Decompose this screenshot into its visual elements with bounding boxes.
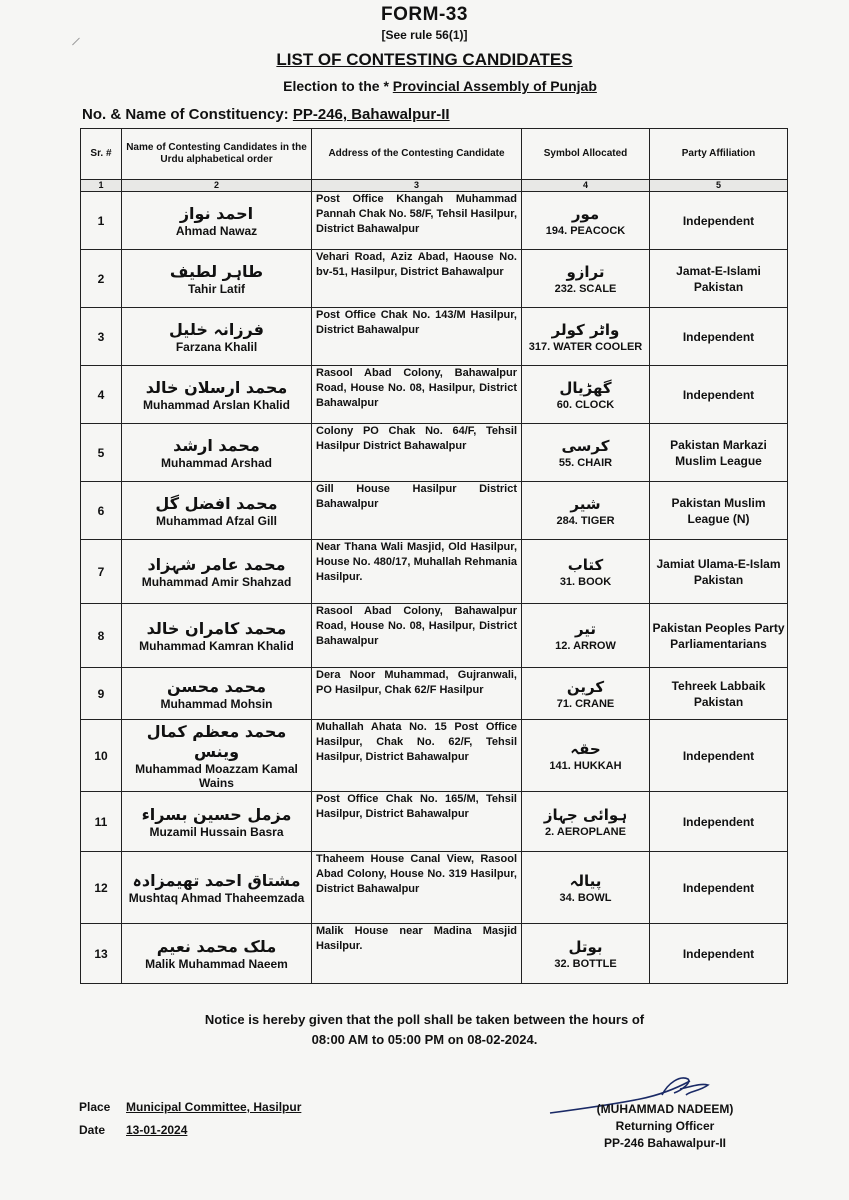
election-body: Provincial Assembly of Punjab: [392, 78, 597, 94]
candidate-name: Muhammad Moazzam Kamal Wains: [135, 761, 298, 790]
symbol-name: 60. CLOCK: [556, 398, 615, 411]
candidate-name-cell: [122, 668, 312, 720]
table-row: [81, 792, 788, 852]
symbol-urdu: کرین: [566, 677, 605, 696]
page-title: LIST OF CONTESTING CANDIDATES: [276, 50, 573, 69]
symbol-name: 34. BOWL: [559, 891, 612, 904]
symbol-cell: [522, 192, 650, 250]
candidate-address: Post Office Chak No. 165/M, Tehsil Hasilpur, District Bahawalpur: [312, 792, 522, 852]
place-label: Place: [79, 1100, 111, 1114]
candidate-name-urdu: محمد عامر شہزاد: [147, 554, 286, 574]
serial-number: 5: [81, 424, 122, 482]
party-affiliation: Jamat-E-Islami Pakistan: [650, 250, 788, 308]
symbol-cell: [522, 482, 650, 540]
candidate-name-urdu: مشتاق احمد تھیمزادہ: [132, 870, 301, 890]
constituency-value: PP-246, Bahawalpur-II: [292, 106, 450, 123]
symbol-urdu: ہوائی جہاز: [543, 805, 628, 824]
candidate-name-urdu: محمد ارشد: [173, 435, 260, 455]
table-row: [81, 924, 788, 984]
symbol-cell: [522, 308, 650, 366]
table-row: [81, 366, 788, 424]
column-index: 1: [81, 180, 122, 192]
table-row: [81, 540, 788, 604]
symbol-urdu: کتاب: [567, 555, 604, 574]
candidate-name-cell: [122, 540, 312, 604]
symbol-name: 2. AEROPLANE: [545, 825, 626, 838]
constituency-label: No. & Name of Constituency:: [82, 106, 289, 123]
candidate-address: Rasool Abad Colony, Bahawalpur Road, House No. 08, Hasilpur, District Bahawalpur: [312, 366, 522, 424]
party-affiliation: Tehreek Labbaik Pakistan: [650, 668, 788, 720]
table-row: [81, 424, 788, 482]
symbol-cell: [522, 604, 650, 668]
notice-line-2: 08:00 AM to 05:00 PM on 08-02-2024.: [311, 1032, 538, 1047]
symbol-urdu: شیر: [570, 494, 601, 513]
column-index: 4: [522, 180, 650, 192]
candidate-address: Muhallah Ahata No. 15 Post Office Hasilpur, Chak No. 62/F, Tehsil Hasilpur, District Bahawalpur: [312, 720, 522, 792]
candidate-name: Malik Muhammad Naeem: [145, 956, 288, 971]
candidate-address: Gill House Hasilpur District Bahawalpur: [312, 482, 522, 540]
candidate-address: Colony PO Chak No. 64/F, Tehsil Hasilpur District Bahawalpur: [312, 424, 522, 482]
candidate-name: Tahir Latif: [187, 281, 246, 296]
candidate-name: Muhammad Arshad: [161, 455, 272, 470]
serial-number: 4: [81, 366, 122, 424]
symbol-urdu: کرسی: [561, 436, 610, 455]
candidate-name-cell: [122, 604, 312, 668]
symbol-name: 55. CHAIR: [558, 456, 613, 469]
candidate-name: Muhammad Arslan Khalid: [143, 397, 290, 412]
serial-number: 9: [81, 668, 122, 720]
candidate-name-cell: [122, 366, 312, 424]
candidate-name-cell: [122, 250, 312, 308]
candidate-address: Rasool Abad Colony, Bahawalpur Road, House No. 08, Hasilpur, District Bahawalpur: [312, 604, 522, 668]
party-affiliation: Independent: [650, 720, 788, 792]
symbol-urdu: پیالہ: [569, 871, 602, 890]
column-header-name: Name of Contesting Candidates in the Urdu alphabetical order: [122, 129, 312, 180]
candidate-address: Vehari Road, Aziz Abad, Haouse No. bv-51, Hasilpur, District Bahawalpur: [312, 250, 522, 308]
symbol-name: 194. PEACOCK: [545, 224, 626, 237]
candidate-name-cell: [122, 192, 312, 250]
serial-number: 13: [81, 924, 122, 984]
candidate-name-urdu: محمد افضل گل: [155, 493, 278, 513]
symbol-urdu: واٹر کولر: [551, 320, 620, 339]
candidate-name-cell: [122, 852, 312, 924]
place-value: Municipal Committee, Hasilpur: [126, 1100, 302, 1114]
candidate-address: Post Office Khangah Muhammad Pannah Chak No. 58/F, Tehsil Hasilpur, District Bahawalpur: [312, 192, 522, 250]
party-affiliation: Independent: [650, 924, 788, 984]
election-line: [60, 78, 820, 94]
candidate-address: Malik House near Madina Masjid Hasilpur.: [312, 924, 522, 984]
officer-name: (MUHAMMAD NADEEM): [596, 1102, 734, 1116]
table-row: [81, 192, 788, 250]
candidate-name-urdu: مزمل حسین بسراء: [141, 804, 292, 824]
serial-number: 6: [81, 482, 122, 540]
candidate-name-cell: [122, 720, 312, 792]
candidate-address: Dera Noor Muhammad, Gujranwali, PO Hasilpur, Chak 62/F Hasilpur: [312, 668, 522, 720]
candidate-name-urdu: طاہر لطیف: [169, 261, 264, 281]
poll-notice: [0, 1010, 849, 1050]
party-affiliation: Pakistan Markazi Muslim League: [650, 424, 788, 482]
rule-reference: [See rule 56(1)]: [381, 28, 468, 42]
candidate-name-cell: [122, 792, 312, 852]
candidate-address: Near Thana Wali Masjid, Old Hasilpur, House No. 480/17, Muhallah Rehmania Hasilpur.: [312, 540, 522, 604]
table-row: [81, 308, 788, 366]
symbol-cell: [522, 250, 650, 308]
candidate-name: Muhammad Kamran Khalid: [139, 638, 294, 653]
candidate-name-urdu: محمد محسن: [166, 676, 267, 696]
candidate-name: Muhammad Amir Shahzad: [141, 574, 292, 589]
column-header-party: Party Affiliation: [650, 129, 788, 180]
officer-sign-block: [580, 1101, 750, 1152]
candidate-name-cell: [122, 308, 312, 366]
symbol-cell: [522, 720, 650, 792]
symbol-cell: [522, 852, 650, 924]
candidate-name-urdu: محمد معظم کمال وینس: [146, 721, 287, 761]
table-row: [81, 604, 788, 668]
candidate-name: Muzamil Hussain Basra: [149, 824, 284, 839]
table-row: [81, 720, 788, 792]
symbol-cell: [522, 424, 650, 482]
candidate-name-urdu: فرزانہ خلیل: [169, 319, 264, 339]
symbol-name: 317. WATER COOLER: [528, 340, 643, 353]
candidate-name-cell: [122, 924, 312, 984]
table-row: [81, 852, 788, 924]
candidate-name-urdu: احمد نواز: [179, 203, 254, 223]
party-affiliation: Pakistan Muslim League (N): [650, 482, 788, 540]
party-affiliation: Independent: [650, 308, 788, 366]
party-affiliation: Pakistan Peoples Party Parliamentarians: [650, 604, 788, 668]
election-prefix: Election to the: [283, 78, 380, 94]
date-value: 13-01-2024: [126, 1123, 188, 1137]
officer-constituency: PP-246 Bahawalpur-II: [603, 1136, 727, 1150]
symbol-cell: [522, 668, 650, 720]
constituency-line: [82, 106, 450, 123]
candidate-name: Muhammad Mohsin: [160, 696, 273, 711]
table-header-row: [81, 129, 788, 180]
column-index: 3: [312, 180, 522, 192]
party-affiliation: Jamiat Ulama-E-Islam Pakistan: [650, 540, 788, 604]
symbol-cell: [522, 540, 650, 604]
notice-line-1: Notice is hereby given that the poll shall be taken between the hours of: [204, 1012, 645, 1027]
election-marker: *: [383, 78, 389, 94]
symbol-cell: [522, 924, 650, 984]
date-label: Date: [79, 1123, 106, 1137]
serial-number: 11: [81, 792, 122, 852]
serial-number: 8: [81, 604, 122, 668]
serial-number: 1: [81, 192, 122, 250]
serial-number: 10: [81, 720, 122, 792]
candidate-name-cell: [122, 424, 312, 482]
symbol-name: 284. TIGER: [556, 514, 615, 527]
symbol-urdu: تیر: [574, 619, 597, 638]
symbol-cell: [522, 792, 650, 852]
column-header-sr: Sr. #: [81, 129, 122, 180]
serial-number: 3: [81, 308, 122, 366]
symbol-urdu: گھڑیال: [559, 378, 612, 397]
symbol-name: 31. BOOK: [559, 575, 612, 588]
symbol-name: 232. SCALE: [554, 282, 617, 295]
column-header-symbol: Symbol Allocated: [522, 129, 650, 180]
candidates-table-body: [81, 192, 788, 984]
symbol-name: 141. HUKKAH: [549, 759, 622, 772]
symbol-name: 32. BOTTLE: [554, 957, 617, 970]
candidate-name-urdu: ملک محمد نعیم: [156, 936, 277, 956]
candidates-table: [80, 128, 788, 984]
candidate-name: Ahmad Nawaz: [175, 223, 258, 238]
serial-number: 7: [81, 540, 122, 604]
party-affiliation: Independent: [650, 192, 788, 250]
party-affiliation: Independent: [650, 852, 788, 924]
symbol-urdu: حقہ: [570, 739, 601, 758]
table-row: [81, 250, 788, 308]
table-row: [81, 668, 788, 720]
party-affiliation: Independent: [650, 792, 788, 852]
candidate-name-urdu: محمد ارسلان خالد: [145, 377, 288, 397]
symbol-name: 71. CRANE: [556, 697, 615, 710]
form-number: FORM-33: [381, 4, 468, 25]
candidate-name: Mushtaq Ahmad Thaheemzada: [128, 890, 305, 905]
symbol-urdu: مور: [571, 204, 600, 223]
date-value-wrap: [126, 1123, 187, 1137]
symbol-name: 12. ARROW: [555, 639, 616, 652]
column-index: 5: [650, 180, 788, 192]
column-header-address: Address of the Contesting Candidate: [312, 129, 522, 180]
symbol-urdu: ترازو: [566, 262, 605, 281]
candidate-address: Thaheem House Canal View, Rasool Abad Colony, House No. 319 Hasilpur, District Bahawalpur: [312, 852, 522, 924]
place-value-wrap: [126, 1100, 301, 1114]
candidate-name: Muhammad Afzal Gill: [156, 513, 277, 528]
candidate-address: Post Office Chak No. 143/M Hasilpur, District Bahawalpur: [312, 308, 522, 366]
serial-number: 2: [81, 250, 122, 308]
table-row: [81, 482, 788, 540]
party-affiliation: Independent: [650, 366, 788, 424]
candidate-name-cell: [122, 482, 312, 540]
serial-number: 12: [81, 852, 122, 924]
officer-title: Returning Officer: [615, 1119, 715, 1133]
candidate-name: Farzana Khalil: [175, 339, 258, 354]
symbol-urdu: بوتل: [568, 937, 603, 956]
candidate-name-urdu: محمد کامران خالد: [146, 618, 287, 638]
symbol-cell: [522, 366, 650, 424]
column-index: 2: [122, 180, 312, 192]
column-index-row: [81, 180, 788, 192]
